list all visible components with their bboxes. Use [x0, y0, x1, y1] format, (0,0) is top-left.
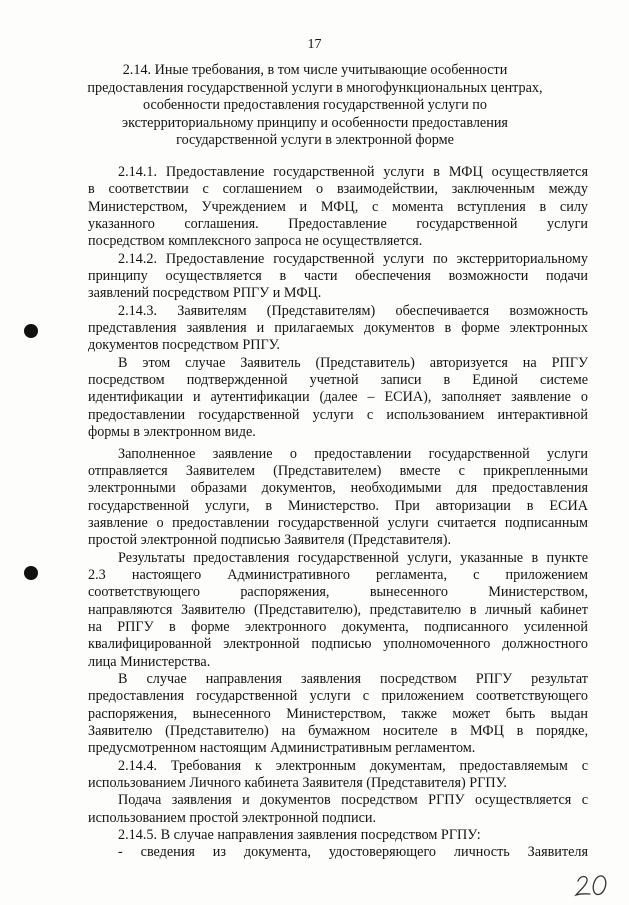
text-line: принципу осуществляется в части обеспечения возможности подачи: [88, 268, 588, 285]
text-line: Подача заявления и документов посредством РГПУ осуществляется с: [118, 792, 588, 809]
text-line: 2.14.4. Требования к электронным документам, предоставляемым с: [118, 757, 588, 774]
heading-line: предоставления государственной услуги в многофункциональных центрах,: [87, 79, 543, 96]
text-line: посредством подтвержденной учетной записи в Единой системе: [88, 372, 588, 389]
page-number: 17: [307, 37, 322, 52]
paragraph-2-14-2: [88, 251, 588, 303]
text-line: предусмотренном настоящим Административным регламентом.: [88, 740, 476, 757]
text-line: 2.14.2. Предоставление государственной услуги по экстерриториальному: [118, 250, 588, 267]
text-line: отправляется Заявителем (Представителем) вместе с прикрепленными: [88, 462, 588, 479]
handwritten-page-mark: [574, 872, 614, 898]
text-line: в соответствии с соглашением о взаимодействии, заключенным между: [88, 181, 588, 198]
text-line: формы в электронном виде.: [88, 424, 256, 441]
text-line: документов посредством РПГУ.: [88, 337, 280, 354]
text-line: Заявителю (Представителю) на бумажном носителе в МФЦ в порядке,: [88, 723, 588, 739]
text-line: Результаты предоставления государственной услуги, указанные в пункте: [118, 549, 588, 566]
text-line: Заполненное заявление о предоставлении государственной услуги: [118, 445, 588, 462]
paragraph-2-14-1: [88, 164, 588, 251]
text-line: направляются Заявителю (Представителю), представителю в личный кабинет: [88, 601, 588, 618]
text-line: предоставлении государственной услуги с использованием интерактивной: [88, 406, 588, 423]
text-line: лица Министерства.: [88, 653, 211, 670]
body-text: [88, 164, 588, 862]
text-line: государственной услуги, в Министерство. При авторизации в ЕСИА: [88, 497, 588, 514]
binder-hole: [24, 324, 38, 338]
heading-line: государственной услуги в электронной форме: [176, 132, 454, 149]
text-line: 2.3 настоящего Административного регламента, с приложением: [88, 566, 588, 583]
text-line: Министерством, Учреждением и МФЦ, с момента вступления в силу: [88, 198, 588, 215]
binder-hole: [24, 566, 38, 580]
text-line: - сведения из документа, удостоверяющего личность Заявителя: [118, 844, 588, 861]
text-line: 2.14.3. Заявителям (Представителям) обеспечивается возможность: [118, 302, 588, 319]
paragraph-authorization: [88, 355, 588, 442]
text-line: 2.14.5. В случае направления заявления посредством РГПУ:: [118, 827, 481, 844]
text-line: соответствующего распоряжения, вынесенного Министерством,: [88, 584, 588, 601]
text-line: использованием простой электронной подписи.: [88, 809, 377, 826]
text-line: предоставления государственной услуги с приложением соответствующего: [88, 688, 588, 705]
heading-line: экстерриториальному принципу и особенности предоставления: [122, 114, 508, 131]
section-heading: [80, 62, 550, 150]
text-line: В этом случае Заявитель (Представитель) авторизуется на РПГУ: [118, 354, 588, 371]
text-line: указанного соглашения. Предоставление государственной услуги: [88, 216, 588, 233]
paragraph-results: [88, 550, 588, 671]
paragraph-submission: [88, 446, 588, 550]
text-line: электронными образами документов, необходимыми для предоставления: [88, 480, 588, 497]
heading-line: особенности предоставления государственной услуги по: [143, 97, 487, 114]
text-line: использованием Личного кабинета Заявителя (Представителя) РГПУ.: [88, 775, 507, 792]
text-line: квалифицированной электронной подписью уполномоченного должностного: [88, 636, 588, 653]
text-line: В случае направления заявления посредством РПГУ результат: [118, 670, 588, 687]
text-line: представления заявления и прилагаемых документов в форме электронных: [88, 320, 588, 337]
paragraph-paper-result: [88, 671, 588, 758]
paragraph-2-14-4: [88, 758, 588, 793]
text-line: заявлений посредством РПГУ и МФЦ.: [88, 285, 322, 302]
paragraph-signature: [88, 792, 588, 827]
text-line: на РПГУ в форме электронного документа, подписанного усиленной: [88, 618, 588, 635]
heading-line: 2.14. Иные требования, в том числе учитывающие особенности: [122, 62, 508, 78]
text-line: посредством комплексного запроса не осуществляется.: [88, 233, 423, 250]
paragraph-2-14-5: [88, 827, 588, 844]
paragraph-2-14-3: [88, 303, 588, 355]
text-line: 2.14.1. Предоставление государственной услуги в МФЦ осуществляется: [118, 164, 588, 180]
text-line: заявление о предоставлении государственной услуги считается подписанным: [88, 514, 588, 531]
text-line: распоряжения, вынесенного Министерством, также может быть выдан: [88, 705, 588, 722]
list-item: [88, 844, 588, 861]
text-line: идентификации и аутентификации (далее – ЕСИА), заполняет заявление о: [88, 389, 588, 406]
text-line: простой электронной подписью Заявителя (Представителя).: [88, 532, 452, 549]
